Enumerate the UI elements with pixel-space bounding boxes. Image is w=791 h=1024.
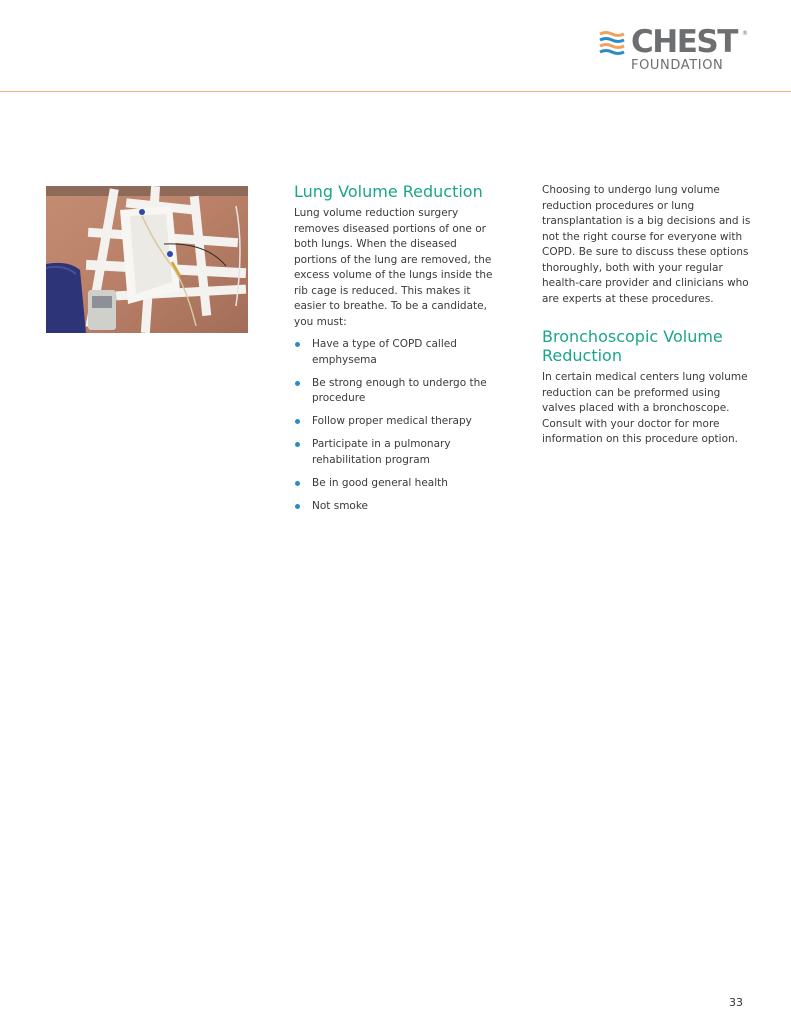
list-item: Be in good general health — [294, 476, 499, 492]
bullet-icon — [295, 419, 300, 424]
bvr-paragraph: In certain medical centers lung volume reduction can be preformed using valves placed with a bronchoscope. Consult with your doctor for more information on this procedure option. — [542, 371, 748, 445]
chest-foundation-logo — [598, 24, 753, 75]
page-number: 33 — [729, 996, 743, 1009]
chest-ribbon-icon — [598, 31, 626, 57]
list-item: Participate in a pulmonary rehabilitation program — [294, 437, 499, 468]
section-heading-lung-volume-reduction: Lung Volume Reduction — [294, 182, 483, 201]
list-item: Be strong enough to undergo the procedure — [294, 376, 499, 407]
bullet-icon — [295, 481, 300, 486]
header-divider — [0, 91, 791, 92]
list-item: Have a type of COPD called emphysema — [294, 337, 499, 368]
list-item: Not smoke — [294, 499, 499, 515]
decision-paragraph: Choosing to undergo lung volume reduction procedures or lung transplantation is a big decisions and is not the right course for everyone with COPD. Be sure to discuss these options thoroughly, both with your regular health-care provider and clinicians who are experts at these procedures. — [542, 184, 751, 305]
lung-volume-reduction-section — [294, 182, 499, 522]
list-item: Follow proper medical therapy — [294, 414, 499, 430]
lvr-intro-paragraph: Lung volume reduction surgery removes diseased portions of one or both lungs. When the diseased portions of the lung are removed, the excess volume of the lungs inside the rib cage is reduced. This makes it easier to breathe. To be a candidate, you must: — [294, 207, 493, 328]
patient-chest-photo — [46, 186, 248, 333]
logo-registered-mark: ® — [742, 30, 748, 37]
logo-wordmark: CHEST — [631, 24, 737, 60]
bullet-icon — [295, 442, 300, 447]
bullet-icon — [295, 381, 300, 386]
candidate-requirements-list — [294, 337, 499, 514]
logo-subtitle: FOUNDATION — [631, 58, 724, 73]
right-column — [542, 183, 752, 448]
bullet-icon — [295, 342, 300, 347]
section-heading-bronchoscopic-volume-reduction: Bronchoscopic Volume Reduction — [542, 327, 723, 365]
bullet-icon — [295, 504, 300, 509]
